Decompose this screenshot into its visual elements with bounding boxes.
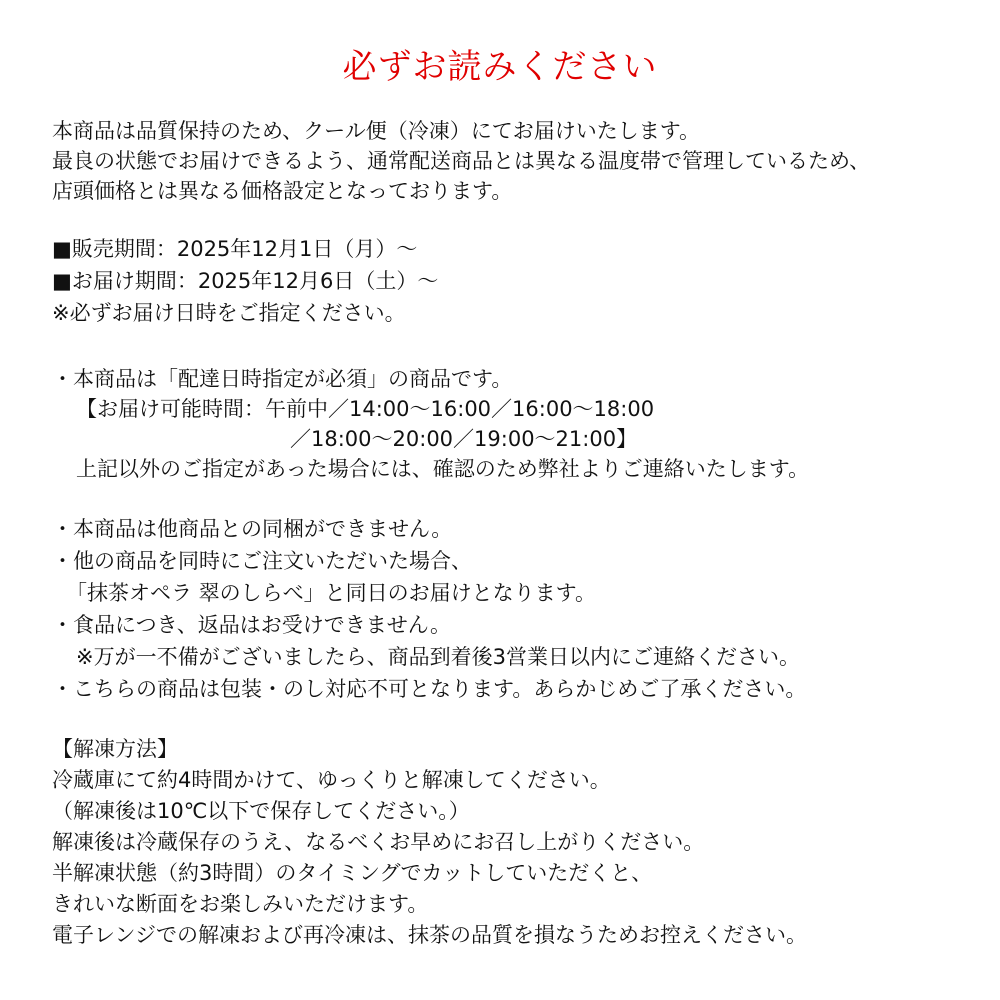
delivery-period: ■お届け期間：2025年12月6日（土）～ [52, 269, 439, 293]
thaw-line-6: 電子レンジでの解凍および再冷凍は、抹茶の品質を損なうためお控えください。 [52, 923, 807, 947]
note-no-bundling: ・本商品は他商品との同梱ができません。 [52, 517, 453, 541]
note-same-day: 「抹茶オペラ 翠のしらべ」と同日のお届けとなります。 [66, 581, 596, 605]
note-defects: ※万が一不備がございましたら、商品到着後3営業日以内にご連絡ください。 [76, 645, 800, 669]
thaw-heading: 【解凍方法】 [52, 737, 178, 761]
thaw-line-1: 冷蔵庫にて約4時間かけて、ゆっくりと解凍してください。 [52, 768, 611, 792]
delivery-contact-note: 上記以外のご指定があった場合には、確認のため弊社よりご連絡いたします。 [76, 457, 810, 481]
delivery-times-line-1: 【お届け可能時間：午前中／14:00～16:00／16:00～18:00 [76, 397, 655, 421]
thaw-line-2: （解凍後は10℃以下で保存してください。） [52, 799, 470, 823]
thaw-line-3: 解凍後は冷蔵保存のうえ、なるべくお早めにお召し上がりください。 [52, 830, 705, 854]
sales-period: ■販売期間：2025年12月1日（月）～ [52, 237, 418, 261]
intro-line-2: 最良の状態でお届けできるよう、通常配送商品とは異なる温度帯で管理しているため、 [52, 149, 871, 173]
note-other-items: ・他の商品を同時にご注文いただいた場合、 [52, 549, 472, 573]
note-no-wrapping: ・こちらの商品は包装・のし対応不可となります。あらかじめご了承ください。 [52, 677, 807, 701]
page-title: 必ずお読みください [342, 47, 658, 87]
intro-line-3: 店頭価格とは異なる価格設定となっております。 [52, 179, 513, 203]
thaw-line-5: きれいな断面をお楽しみいただけます。 [52, 892, 429, 916]
thaw-line-4: 半解凍状態（約3時間）のタイミングでカットしていただくと、 [52, 861, 653, 885]
note-no-returns: ・食品につき、返品はお受けできません。 [52, 613, 451, 637]
intro-line-1: 本商品は品質保持のため、クール便（冷凍）にてお届けいたします。 [52, 119, 701, 143]
delivery-required-note: ・本商品は「配達日時指定が必須」の商品です。 [52, 367, 513, 391]
delivery-times-line-2: ／18:00～20:00／19:00～21:00】 [290, 427, 638, 451]
delivery-date-note: ※必ずお届け日時をご指定ください。 [52, 301, 406, 325]
